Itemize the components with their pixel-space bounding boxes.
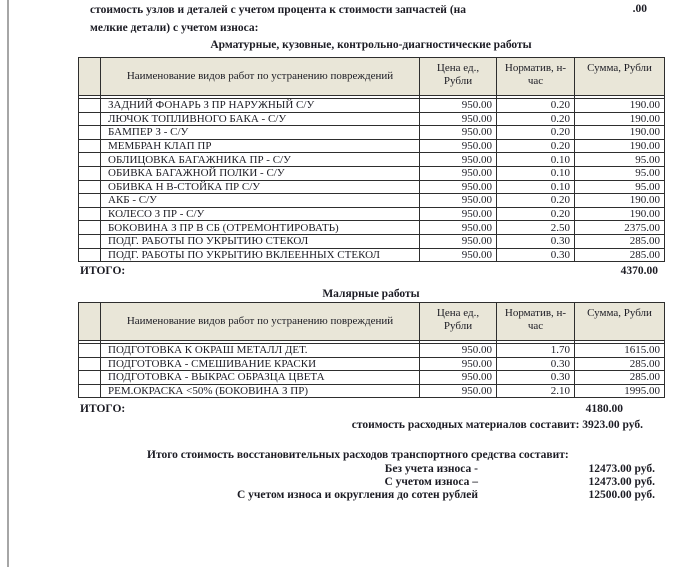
unit-price-cell: 950.00 (420, 221, 497, 235)
row-index-cell (79, 344, 101, 358)
sum-cell: 190.00 (575, 126, 665, 140)
norm-hours-cell: 0.20 (497, 207, 575, 221)
summary-label: Без учета износа - (384, 463, 478, 475)
row-index-cell (79, 234, 101, 248)
work-name-cell: ОБЛИЦОВКА БАГАЖНИКА ПР - С/У (101, 153, 420, 167)
row-index-cell (79, 139, 101, 153)
work-name-cell: ЛЮЧОК ТОПЛИВНОГО БАКА - С/У (101, 112, 420, 126)
sum-cell: 190.00 (575, 112, 665, 126)
total-value: 4370.00 (620, 265, 658, 277)
work-name-cell: РЕМ.ОКРАСКА <50% (БОКОВИНА З ПР) (101, 384, 420, 398)
row-index-cell (79, 126, 101, 140)
norm-hours-cell: 0.10 (497, 153, 575, 167)
row-index-cell (79, 221, 101, 235)
summary-label: С учетом износа и округления до сотен рублей (236, 489, 478, 501)
materials-cost-line: стоимость расходных материалов составит: 3923.00 руб. (351, 419, 643, 431)
norm-hours-cell: 0.20 (497, 99, 575, 113)
table-row (79, 357, 665, 371)
intro-amount: .00 (632, 3, 647, 15)
sum-cell: 285.00 (575, 357, 665, 371)
row-index-cell (79, 166, 101, 180)
sum-cell: 190.00 (575, 99, 665, 113)
unit-price-cell: 950.00 (420, 384, 497, 398)
norm-hours-header: Норматив, н-час (497, 58, 575, 96)
unit-price-cell: 950.00 (420, 371, 497, 385)
norm-hours-cell: 0.10 (497, 166, 575, 180)
unit-price-cell: 950.00 (420, 344, 497, 358)
unit-price-cell: 950.00 (420, 248, 497, 262)
summary-heading: Итого стоимость восстановительных расходов транспортного средства составит: (147, 449, 569, 461)
summary-value: 12473.00 руб. (588, 476, 655, 488)
table-row (79, 207, 665, 221)
norm-hours-cell: 0.20 (497, 139, 575, 153)
painting-total-row (80, 403, 623, 415)
summary-value: 12500.00 руб. (588, 489, 655, 501)
intro-line-2: мелкие детали) с учетом износа: (90, 21, 259, 34)
work-name-header: Наименование видов работ по устранению повреждений (101, 303, 420, 341)
summary-row-without-wear (0, 463, 700, 476)
summary-row-rounded (0, 489, 700, 502)
norm-hours-cell: 0.30 (497, 248, 575, 262)
sum-cell: 1615.00 (575, 344, 665, 358)
unit-price-header: Цена ед., Рубли (420, 303, 497, 341)
table-row (79, 221, 665, 235)
summary-value: 12473.00 руб. (588, 463, 655, 475)
index-header-cell (79, 58, 101, 96)
unit-price-cell: 950.00 (420, 357, 497, 371)
work-name-cell: ПОДГ. РАБОТЫ ПО УКРЫТИЮ ВКЛЕЕННЫХ СТЕКОЛ (101, 248, 420, 262)
row-index-cell (79, 371, 101, 385)
table-row (79, 126, 665, 140)
norm-hours-cell: 0.30 (497, 234, 575, 248)
norm-hours-cell: 0.20 (497, 194, 575, 208)
bodywork-table (78, 57, 665, 262)
row-index-cell (79, 357, 101, 371)
work-name-cell: АКБ - С/У (101, 194, 420, 208)
norm-hours-header: Норматив, н-час (497, 303, 575, 341)
unit-price-cell: 950.00 (420, 207, 497, 221)
row-index-cell (79, 194, 101, 208)
section-title-bodywork: Арматурные, кузовные, контрольно-диагностические работы (210, 39, 532, 51)
table-row (79, 166, 665, 180)
work-name-header: Наименование видов работ по устранению повреждений (101, 58, 420, 96)
table-row (79, 153, 665, 167)
sum-cell: 190.00 (575, 194, 665, 208)
work-name-cell: КОЛЕСО З ПР - С/У (101, 207, 420, 221)
intro-paragraph (90, 2, 600, 37)
work-name-cell: ЗАДНИЙ ФОНАРЬ З ПР НАРУЖНЫЙ С/У (101, 99, 420, 113)
sum-cell: 95.00 (575, 180, 665, 194)
table-row (79, 112, 665, 126)
table-row (79, 180, 665, 194)
work-name-cell: ОБИВКА Н В-СТОЙКА ПР С/У (101, 180, 420, 194)
total-value: 4180.00 (585, 403, 623, 415)
unit-price-header: Цена ед., Рубли (420, 58, 497, 96)
sum-header: Сумма, Рубли (575, 303, 665, 341)
work-name-cell: ПОДГОТОВКА К ОКРАШ МЕТАЛЛ ДЕТ. (101, 344, 420, 358)
unit-price-cell: 950.00 (420, 99, 497, 113)
table-row (79, 371, 665, 385)
norm-hours-cell: 2.50 (497, 221, 575, 235)
total-label: ИТОГО: (80, 265, 126, 277)
sum-cell: 2375.00 (575, 221, 665, 235)
row-index-cell (79, 99, 101, 113)
row-index-cell (79, 207, 101, 221)
work-name-cell: ПОДГОТОВКА - СМЕШИВАНИЕ КРАСКИ (101, 357, 420, 371)
norm-hours-cell: 0.20 (497, 126, 575, 140)
table-row (79, 234, 665, 248)
work-name-cell: БОКОВИНА З ПР В СБ (ОТРЕМОНТИРОВАТЬ) (101, 221, 420, 235)
norm-hours-cell: 1.70 (497, 344, 575, 358)
sum-cell: 95.00 (575, 153, 665, 167)
unit-price-cell: 950.00 (420, 166, 497, 180)
table-row (79, 194, 665, 208)
index-header-cell (79, 303, 101, 341)
unit-price-cell: 950.00 (420, 139, 497, 153)
painting-table (78, 302, 665, 398)
intro-line-1: стоимость узлов и деталей с учетом процента к стоимости запчастей (на (90, 4, 467, 16)
unit-price-cell: 950.00 (420, 126, 497, 140)
sum-cell: 285.00 (575, 371, 665, 385)
sum-cell: 285.00 (575, 234, 665, 248)
norm-hours-cell: 0.30 (497, 371, 575, 385)
sum-cell: 190.00 (575, 139, 665, 153)
table-row (79, 384, 665, 398)
work-name-cell: ОБИВКА БАГАЖНОЙ ПОЛКИ - С/У (101, 166, 420, 180)
sum-header: Сумма, Рубли (575, 58, 665, 96)
work-name-cell: БАМПЕР З - С/У (101, 126, 420, 140)
row-index-cell (79, 384, 101, 398)
work-name-cell: ПОДГ. РАБОТЫ ПО УКРЫТИЮ СТЕКОЛ (101, 234, 420, 248)
row-index-cell (79, 180, 101, 194)
norm-hours-cell: 2.10 (497, 384, 575, 398)
table-row (79, 139, 665, 153)
table-row (79, 248, 665, 262)
work-name-cell: ПОДГОТОВКА - ВЫКРАС ОБРАЗЦА ЦВЕТА (101, 371, 420, 385)
unit-price-cell: 950.00 (420, 153, 497, 167)
summary-label: С учетом износа – (384, 476, 478, 488)
row-index-cell (79, 153, 101, 167)
row-index-cell (79, 248, 101, 262)
norm-hours-cell: 0.20 (497, 112, 575, 126)
row-index-cell (79, 112, 101, 126)
total-label: ИТОГО: (80, 403, 126, 415)
unit-price-cell: 950.00 (420, 112, 497, 126)
sum-cell: 1995.00 (575, 384, 665, 398)
norm-hours-cell: 0.10 (497, 180, 575, 194)
sum-cell: 95.00 (575, 166, 665, 180)
norm-hours-cell: 0.30 (497, 357, 575, 371)
unit-price-cell: 950.00 (420, 234, 497, 248)
table-row (79, 344, 665, 358)
table-header-row (79, 58, 665, 96)
unit-price-cell: 950.00 (420, 180, 497, 194)
table-row (79, 99, 665, 113)
bodywork-total-row (80, 265, 658, 277)
unit-price-cell: 950.00 (420, 194, 497, 208)
summary-row-with-wear (0, 476, 700, 489)
work-name-cell: МЕМБРАН КЛАП ПР (101, 139, 420, 153)
sum-cell: 285.00 (575, 248, 665, 262)
section-title-painting: Малярные работы (322, 288, 420, 300)
table-header-row (79, 303, 665, 341)
sum-cell: 190.00 (575, 207, 665, 221)
